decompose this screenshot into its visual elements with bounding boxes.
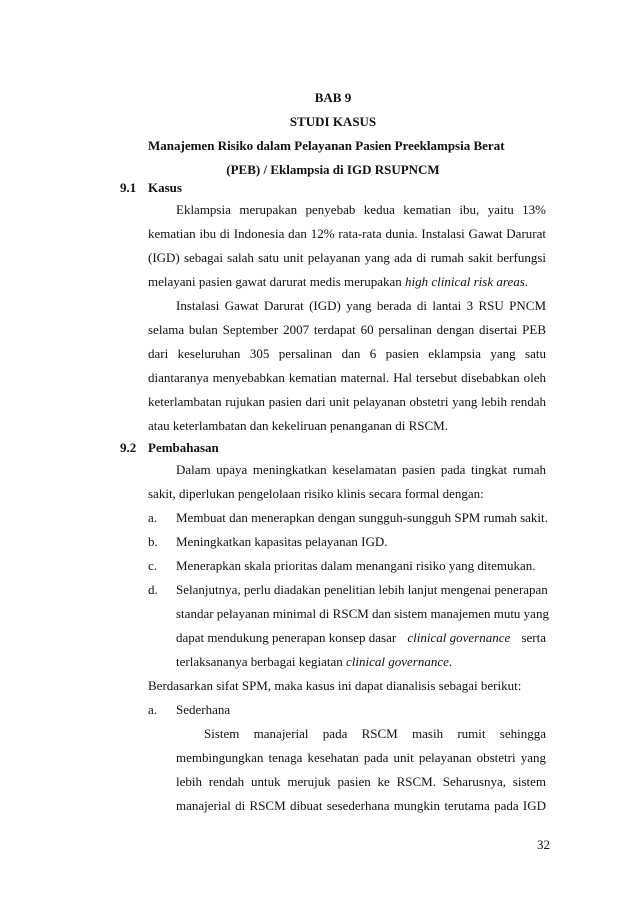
emphasis-text: high clinical risk areas — [405, 274, 525, 289]
list-marker: b. — [148, 534, 158, 549]
chapter-subtitle: STUDI KASUS — [289, 114, 377, 129]
paragraph-line: diantaranya menyebabkan kematian maternal. Hal tersebut disebabkan oleh — [148, 370, 546, 385]
punctuation: . — [524, 274, 529, 289]
list-item: Selanjutnya, perlu diadakan penelitian lebih lanjut mengenai penerapan — [176, 582, 548, 597]
paragraph-text: melayani pasien gawat darurat medis merupakan — [148, 274, 402, 289]
paragraph-text: dapat mendukung penerapan konsep dasar — [176, 630, 397, 645]
chapter-title-line1: Manajemen Risiko dalam Pelayanan Pasien Preeklampsia Berat — [148, 138, 505, 153]
paragraph-line: Sistem manajerial pada RSCM masih rumit sehingga — [204, 726, 546, 741]
section-number: 9.2 — [120, 440, 137, 455]
emphasis-text: clinical governance — [346, 654, 449, 669]
paragraph-text: terlaksananya berbagai kegiatan — [176, 654, 343, 669]
paragraph-line: dari keseluruhan 305 persalinan dan 6 pasien eklampsia yang satu — [148, 346, 546, 361]
chapter-title-line2: (PEB) / Eklampsia di IGD RSUPNCM — [226, 162, 440, 177]
paragraph-line: (IGD) sebagai salah satu unit pelayanan yang ada di rumah sakit berfungsi — [148, 250, 546, 265]
list-item-line — [176, 654, 452, 670]
list-marker: a. — [148, 510, 158, 525]
list-item: Menerapkan skala prioritas dalam menangani risiko yang ditemukan. — [176, 558, 536, 573]
paragraph-line: keterlambatan rujukan pasien dari unit pelayanan obstetri yang lebih rendah — [148, 394, 546, 409]
paragraph-line: sakit, diperlukan pengelolaan risiko klinis secara formal dengan: — [148, 486, 484, 501]
paragraph-line: selama bulan September 2007 terdapat 60 persalinan dengan disertai PEB — [148, 322, 546, 337]
paragraph-line: manajerial di RSCM dibuat sesederhana mungkin terutama pada IGD — [176, 798, 546, 813]
list-marker: a. — [148, 702, 158, 717]
list-marker: c. — [148, 558, 158, 573]
list-item: Meningkatkan kapasitas pelayanan IGD. — [176, 534, 388, 549]
list-item-line: standar pelayanan minimal di RSCM dan sistem manajemen mutu yang — [176, 606, 549, 621]
list-marker: d. — [148, 582, 158, 597]
paragraph-line: kematian ibu di Indonesia dan 12% rata-rata dunia. Instalasi Gawat Darurat — [148, 226, 546, 241]
section-number: 9.1 — [120, 180, 137, 195]
punctuation: . — [448, 654, 453, 669]
emphasis-text: clinical governance — [407, 630, 511, 645]
paragraph-line: membingungkan tenaga kesehatan pada unit pelayanan obstetri yang — [176, 750, 546, 765]
paragraph-line: Eklampsia merupakan penyebab kedua kematian ibu, yaitu 13% — [176, 202, 546, 217]
page-number: 32 — [537, 837, 550, 852]
sub-heading: Sederhana — [176, 702, 231, 717]
chapter-label: BAB 9 — [314, 90, 352, 105]
paragraph-text: serta — [521, 630, 546, 645]
paragraph-line — [148, 274, 528, 290]
paragraph-line: lebih rendah untuk merujuk pasien ke RSCM. Seharusnya, sistem — [176, 774, 546, 789]
list-item-line — [176, 630, 546, 646]
paragraph-line: Instalasi Gawat Darurat (IGD) yang berada di lantai 3 RSU PNCM — [176, 298, 546, 313]
section-title: Kasus — [148, 180, 182, 195]
paragraph-line: Dalam upaya meningkatkan keselamatan pasien pada tingkat rumah — [176, 462, 546, 477]
list-item: Membuat dan menerapkan dengan sungguh-sungguh SPM rumah sakit. — [176, 510, 548, 525]
paragraph-line: atau keterlambatan dan kekeliruan penanganan di RSCM. — [148, 418, 448, 433]
section-title: Pembahasan — [148, 440, 219, 455]
analysis-intro: Berdasarkan sifat SPM, maka kasus ini dapat dianalisis sebagai berikut: — [148, 678, 522, 693]
